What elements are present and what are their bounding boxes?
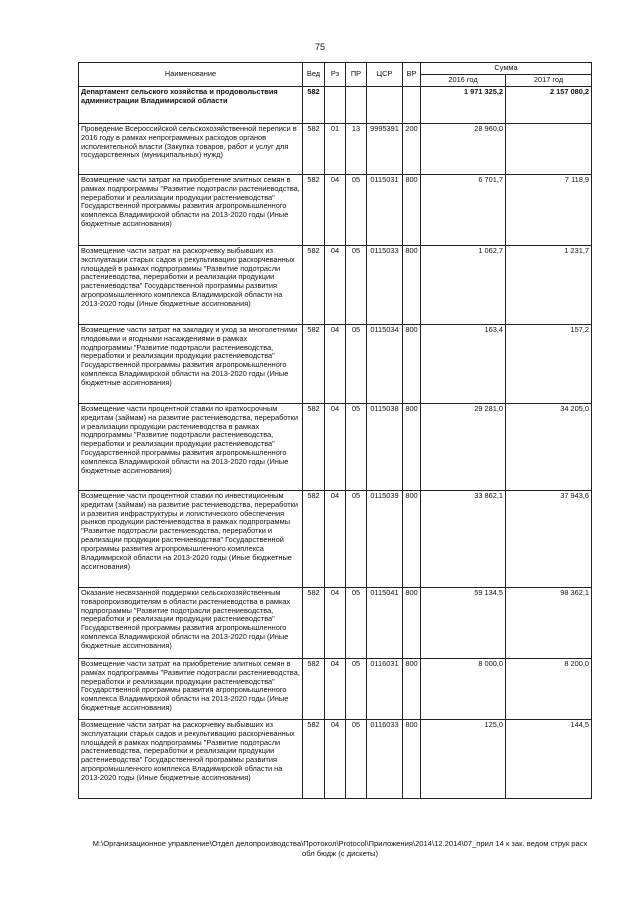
cell-amount-2016: 8 000,0 bbox=[421, 658, 506, 719]
cell-pr: 05 bbox=[346, 245, 367, 324]
header-sum: Сумма bbox=[421, 63, 592, 75]
cell-rz: 04 bbox=[325, 403, 346, 490]
cell-csr: 0116031 bbox=[367, 658, 403, 719]
cell-vr: 200 bbox=[403, 123, 421, 174]
cell-vr: 800 bbox=[403, 174, 421, 245]
cell-pr: 05 bbox=[346, 403, 367, 490]
cell-amount-2017: 8 200,0 bbox=[506, 658, 592, 719]
header-year-2016: 2016 год bbox=[421, 74, 506, 86]
table-row bbox=[79, 490, 592, 587]
table-row bbox=[79, 123, 592, 174]
cell-amount-2016: 6 701,7 bbox=[421, 174, 506, 245]
table-row bbox=[79, 403, 592, 490]
cell-name: Возмещение части затрат на приобретение элитных семян в рамках подпрограммы "Развитие подотрасли растениеводства, переработки и реализации продукции растениеводства" Государственной программы развития агропромышленного комплекса Владимирской области на 2013-2020 годы (Иные бюджетные ассигнования) bbox=[79, 658, 303, 719]
cell-name: Возмещение части затрат на закладку и уход за многолетними плодовыми и ягодными насаждениями в рамках подпрограммы "Развитие подотрасли растениеводства, переработки и реализации продукции растениеводства" Государственной программы развития агропромышленного комплекса Владимирской области на 2013-2020 годы (Иные бюджетные ассигнования) bbox=[79, 324, 303, 403]
cell-vr bbox=[403, 86, 421, 123]
cell-csr: 0116033 bbox=[367, 719, 403, 798]
cell-vr: 800 bbox=[403, 658, 421, 719]
cell-pr: 13 bbox=[346, 123, 367, 174]
header-pr: ПР bbox=[346, 63, 367, 87]
cell-name: Проведение Всероссийской сельскохозяйственной переписи в 2016 году в рамках непрограммных расходов органов исполнительной власти (Закупка товаров, работ и услуг для государственных (муниципальных) нужд) bbox=[79, 123, 303, 174]
department-total-2017: 2 157 080,2 bbox=[506, 86, 592, 123]
table-row bbox=[79, 658, 592, 719]
page-number: 75 bbox=[314, 42, 325, 52]
header-vr: ВР bbox=[403, 63, 421, 87]
cell-name: Возмещение части процентной ставки по краткосрочным кредитам (займам) на развитие растениеводства, переработки и реализации продукции растениеводства в рамках подпрограммы "Развитие подотрасли растениеводства, переработки и реализации продукции растениеводства" Государственной программы развития агропромышленного комплекса Владимирской области на 2013-2020 годы (Иные бюджетные ассигнования) bbox=[79, 403, 303, 490]
cell-ved: 582 bbox=[303, 658, 325, 719]
cell-vr: 800 bbox=[403, 324, 421, 403]
table-row bbox=[79, 174, 592, 245]
department-total-2016: 1 971 325,2 bbox=[421, 86, 506, 123]
header-rz: Рз bbox=[325, 63, 346, 87]
table-row bbox=[79, 324, 592, 403]
cell-rz: 04 bbox=[325, 490, 346, 587]
cell-amount-2017: 34 205,0 bbox=[506, 403, 592, 490]
cell-csr: 0115041 bbox=[367, 587, 403, 658]
cell-name: Возмещение части процентной ставки по инвестиционным кредитам (займам) на развитие растениеводства, переработки и развития инфраструктуры и логистического обеспечения рынков продукции растениеводства в рамках подпрограммы "Развитие подотрасли растениеводства, переработки и реализации продукции растениеводства" Государственной программы развития агропромышленного комплекса Владимирской области на 2013-2020 годы (Иные бюджетные ассигнования) bbox=[79, 490, 303, 587]
cell-ved: 582 bbox=[303, 403, 325, 490]
cell-rz: 04 bbox=[325, 324, 346, 403]
cell-rz: 04 bbox=[325, 719, 346, 798]
department-row bbox=[79, 86, 592, 123]
cell-csr: 0115039 bbox=[367, 490, 403, 587]
cell-amount-2016: 163,4 bbox=[421, 324, 506, 403]
table-row bbox=[79, 587, 592, 658]
file-path-footer: M:\Организационное управление\Отдел делопроизводства\Протокол\Protocol\Приложения\2014\12.2014\07_прил 14 к зак. ведом струк расх обл бюдж (с дискеты) bbox=[92, 839, 588, 859]
cell-rz bbox=[325, 86, 346, 123]
cell-amount-2017: 144,5 bbox=[506, 719, 592, 798]
cell-amount-2016: 29 281,0 bbox=[421, 403, 506, 490]
cell-ved: 582 bbox=[303, 587, 325, 658]
cell-csr: 0115033 bbox=[367, 245, 403, 324]
cell-name: Возмещение части затрат на приобретение элитных семян в рамках подпрограммы "Развитие подотрасли растениеводства, переработки и реализации продукции растениеводства" Государственной программы развития агропромышленного комплекса Владимирской области на 2013-2020 годы (Иные бюджетные ассигнования) bbox=[79, 174, 303, 245]
cell-csr: 0115031 bbox=[367, 174, 403, 245]
header-year-2017: 2017 год bbox=[506, 74, 592, 86]
cell-ved: 582 bbox=[303, 245, 325, 324]
cell-vr: 800 bbox=[403, 245, 421, 324]
header-ved: Вед bbox=[303, 63, 325, 87]
department-ved: 582 bbox=[303, 86, 325, 123]
budget-table bbox=[78, 62, 592, 799]
cell-pr: 05 bbox=[346, 658, 367, 719]
cell-pr: 05 bbox=[346, 719, 367, 798]
cell-rz: 01 bbox=[325, 123, 346, 174]
cell-ved: 582 bbox=[303, 174, 325, 245]
cell-pr: 05 bbox=[346, 587, 367, 658]
cell-pr: 05 bbox=[346, 174, 367, 245]
department-name: Департамент сельского хозяйства и продовольствия администрации Владимирской области bbox=[79, 86, 303, 123]
cell-amount-2016: 28 960,0 bbox=[421, 123, 506, 174]
cell-vr: 800 bbox=[403, 587, 421, 658]
cell-amount-2016: 59 134,5 bbox=[421, 587, 506, 658]
cell-ved: 582 bbox=[303, 490, 325, 587]
table-body bbox=[79, 86, 592, 798]
cell-amount-2017: 7 118,9 bbox=[506, 174, 592, 245]
cell-csr: 0115038 bbox=[367, 403, 403, 490]
cell-ved: 582 bbox=[303, 719, 325, 798]
cell-rz: 04 bbox=[325, 658, 346, 719]
cell-name: Возмещение части затрат на раскорчевку выбывших из эксплуатации старых садов и рекультивацию раскорчеванных площадей в рамках подпрограммы "Развитие подотрасли растениеводства, переработки и реализации продукции растениеводства" Государственной программы развития агропромышленного комплекса Владимирской области на 2013-2020 годы (Иные бюджетные ассигнования) bbox=[79, 245, 303, 324]
cell-amount-2016: 33 862,1 bbox=[421, 490, 506, 587]
cell-name: Возмещение части затрат на раскорчевку выбывших из эксплуатации старых садов и рекультивацию раскорчеванных площадей в рамках подпрограммы "Развитие подотрасли растениеводства, переработки и реализации продукции растениеводства" Государственной программы развития агропромышленного комплекса Владимирской области на 2013-2020 годы (Иные бюджетные ассигнования) bbox=[79, 719, 303, 798]
cell-pr bbox=[346, 86, 367, 123]
cell-csr: 0115034 bbox=[367, 324, 403, 403]
cell-name: Оказание несвязанной поддержки сельскохозяйственным товаропроизводителям в области растениеводства в рамках подпрограммы "Развитие подотрасли растениеводства, переработки и реализации продукции растениеводства" Государственной программы развития агропромышленного комплекса Владимирской области на 2013-2020 годы (Иные бюджетные ассигнования) bbox=[79, 587, 303, 658]
cell-amount-2017 bbox=[506, 123, 592, 174]
cell-amount-2017: 157,2 bbox=[506, 324, 592, 403]
cell-csr bbox=[367, 86, 403, 123]
cell-ved: 582 bbox=[303, 123, 325, 174]
cell-ved: 582 bbox=[303, 324, 325, 403]
header-csr: ЦСР bbox=[367, 63, 403, 87]
cell-csr: 9995391 bbox=[367, 123, 403, 174]
table-row bbox=[79, 245, 592, 324]
header-name: Наименование bbox=[79, 63, 303, 87]
cell-amount-2017: 1 231,7 bbox=[506, 245, 592, 324]
cell-pr: 05 bbox=[346, 490, 367, 587]
cell-pr: 05 bbox=[346, 324, 367, 403]
cell-amount-2016: 1 062,7 bbox=[421, 245, 506, 324]
cell-amount-2016: 125,0 bbox=[421, 719, 506, 798]
cell-rz: 04 bbox=[325, 245, 346, 324]
cell-amount-2017: 37 943,6 bbox=[506, 490, 592, 587]
cell-vr: 800 bbox=[403, 490, 421, 587]
cell-rz: 04 bbox=[325, 174, 346, 245]
table-header bbox=[79, 63, 592, 87]
cell-vr: 800 bbox=[403, 403, 421, 490]
cell-rz: 04 bbox=[325, 587, 346, 658]
cell-amount-2017: 98 362,1 bbox=[506, 587, 592, 658]
cell-vr: 800 bbox=[403, 719, 421, 798]
table-row bbox=[79, 719, 592, 798]
